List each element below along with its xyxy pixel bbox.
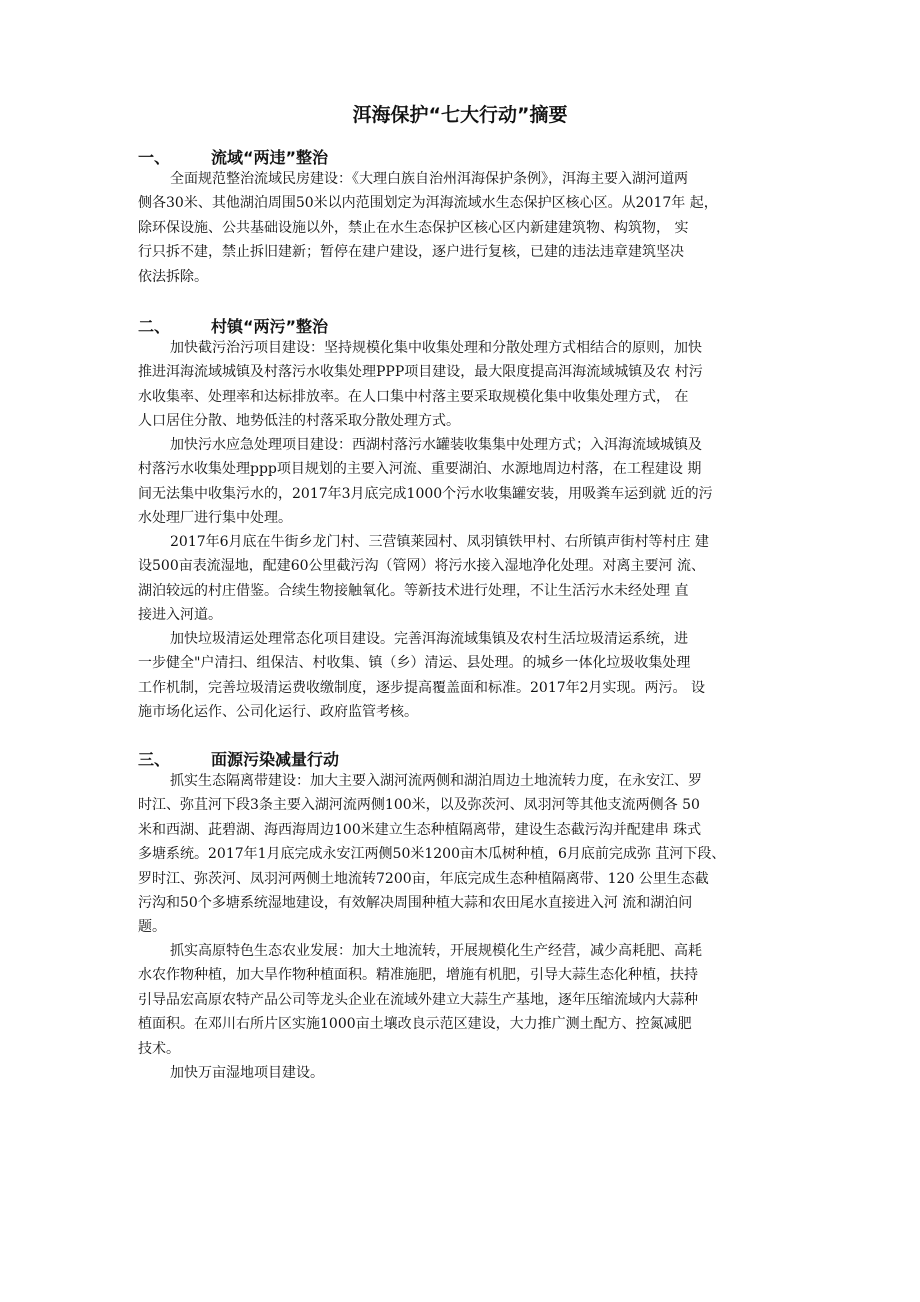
text-line: 罗时江、弥茨河、凤羽河两侧土地流转7200亩，年底完成生态种植隔离带、120 公里生态截 <box>138 870 709 887</box>
section-number: 二、 <box>138 317 171 336</box>
text-line: 人口居住分散、地势低洼的村落采取分散处理方式。 <box>138 413 460 430</box>
paragraph-3-1 <box>138 769 794 940</box>
text-line: 水处理厂进行集中处理。 <box>138 510 292 527</box>
text-line: 除环保设施、公共基础设施以外，禁止在水生态保护区核心区内新建建筑物、构筑物， 实 <box>138 219 689 236</box>
text-line: 米和西湖、茈碧湖、海西海周边100米建立生态种植隔离带，建设生态截污沟并配建串 珠式 <box>138 821 702 838</box>
section-title: 村镇“两污”整治 <box>211 317 329 336</box>
text-line: 加快污水应急处理项目建设：西湖村落污水罐装收集集中处理方式；入洱海流域城镇及 <box>170 437 702 453</box>
text-line: 工作机制，完善垃圾清运费收缴制度，逐步提高覆盖面和标准。2017年2月实现。两污。 设 <box>138 679 705 696</box>
text-line: 村落污水收集处理ppp项目规划的主要入河流、重要湖泊、水源地周边村落，在工程建设 期 <box>138 461 702 478</box>
text-line: 依法拆除。 <box>138 268 208 285</box>
section-number: 三、 <box>138 750 171 769</box>
paragraph-3-2 <box>138 939 794 1061</box>
text-line: 抓实高原特色生态农业发展：加大土地流转，开展规模化生产经营，减少高耗肥、高耗 <box>170 943 702 959</box>
text-line: 设500亩表流湿地，配建60公里截污沟（管网）将污水接入湿地净化处理。对离主要河 流、 <box>138 558 705 575</box>
paragraph-2-2 <box>138 433 794 531</box>
section-heading-1 <box>138 145 328 168</box>
paragraph-2-3 <box>138 530 794 628</box>
paragraph-1-1 <box>138 167 794 289</box>
text-line: 接进入河道。 <box>138 607 222 624</box>
text-line: 题。 <box>138 919 166 936</box>
text-line: 污沟和50个多塘系统湿地建设，有效解决周围种植大蒜和农田尾水直接进入河 流和湖泊问 <box>138 895 693 912</box>
text-line: 水收集率、处理率和达标排放率。在人口集中村落主要采取规模化集中收集处理方式， 在 <box>138 388 689 405</box>
text-line: 行只拆不建，禁止拆旧建新；暂停在建户建设，逐户进行复核，已建的违法违章建筑坚决 <box>138 244 684 261</box>
text-line: 侧各30米、其他湖泊周围50米以内范围划定为洱海流域水生态保护区核心区。从2017年 起， <box>138 195 718 212</box>
text-line: 抓实生态隔离带建设：加大主要入湖河流两侧和湖泊周边土地流转力度，在永安江、罗 <box>170 773 702 789</box>
text-line: 引导品宏高原农特产品公司等龙头企业在流域外建立大蒜生产基地，逐年压缩流域内大蒜种 <box>138 991 698 1008</box>
text-line: 加快万亩湿地项目建设。 <box>170 1065 324 1081</box>
text-line: 施市场化运作、公司化运行、政府监管考核。 <box>138 704 418 721</box>
text-line: 全面规范整治流域民房建设：《大理白族自治州洱海保护条例》，洱海主要入湖河道两 <box>170 171 688 187</box>
paragraph-3-3 <box>138 1061 794 1085</box>
text-line: 湖泊较远的村庄借鉴。合续生物接触氧化。等新技术进行处理，不让生活污水未经处理 直 <box>138 582 689 599</box>
page-title: 洱海保护“七大行动”摘要 <box>352 104 568 126</box>
text-line: 加快截污治污项目建设：坚持规模化集中收集处理和分散处理方式相结合的原则，加快 <box>170 340 702 356</box>
text-line: 一步健全"户清扫、组保洁、村收集、镇（乡）清运、县处理。的城乡一体化垃圾收集处理 <box>138 655 691 672</box>
text-line: 技术。 <box>138 1040 180 1057</box>
text-line: 时江、弥苴河下段3条主要入湖河流两侧100米，以及弥茨河、凤羽河等其他支流两侧各 50 <box>138 797 700 814</box>
paragraph-2-1 <box>138 336 794 434</box>
section-number: 一、 <box>138 148 171 167</box>
text-line: 加快垃圾清运处理常态化项目建设。完善洱海流域集镇及农村生活垃圾清运系统，进 <box>170 631 688 647</box>
text-line: 2017年6月底在牛街乡龙门村、三营镇莱园村、凤羽镇铁甲村、右所镇声街村等村庄 建 <box>170 534 709 550</box>
section-heading-3 <box>138 747 339 770</box>
text-line: 推进洱海流域城镇及村落污水收集处理PPP项目建设，最大限度提高洱海流域城镇及农 村污 <box>138 364 703 381</box>
text-line: 植面积。在邓川右所片区实施1000亩土壤改良示范区建设，大力推广测土配方、控氮减肥 <box>138 1016 692 1033</box>
text-line: 水农作物种植，加大旱作物种植面积。精准施肥，增施有机肥，引导大蒜生态化种植，扶持 <box>138 967 698 984</box>
paragraph-2-4 <box>138 627 794 725</box>
text-line: 多塘系统。2017年1月底完成永安江两侧50米1200亩木瓜树种植，6月底前完成弥 苴河下段、 <box>138 846 726 863</box>
section-title: 流域“两违”整治 <box>211 148 329 167</box>
section-heading-2 <box>138 314 328 337</box>
text-line: 间无法集中收集污水的，2017年3月底完成1000个污水收集罐安装，用吸粪车运到就 近的污 <box>138 485 713 502</box>
section-title: 面源污染减量行动 <box>211 750 340 769</box>
